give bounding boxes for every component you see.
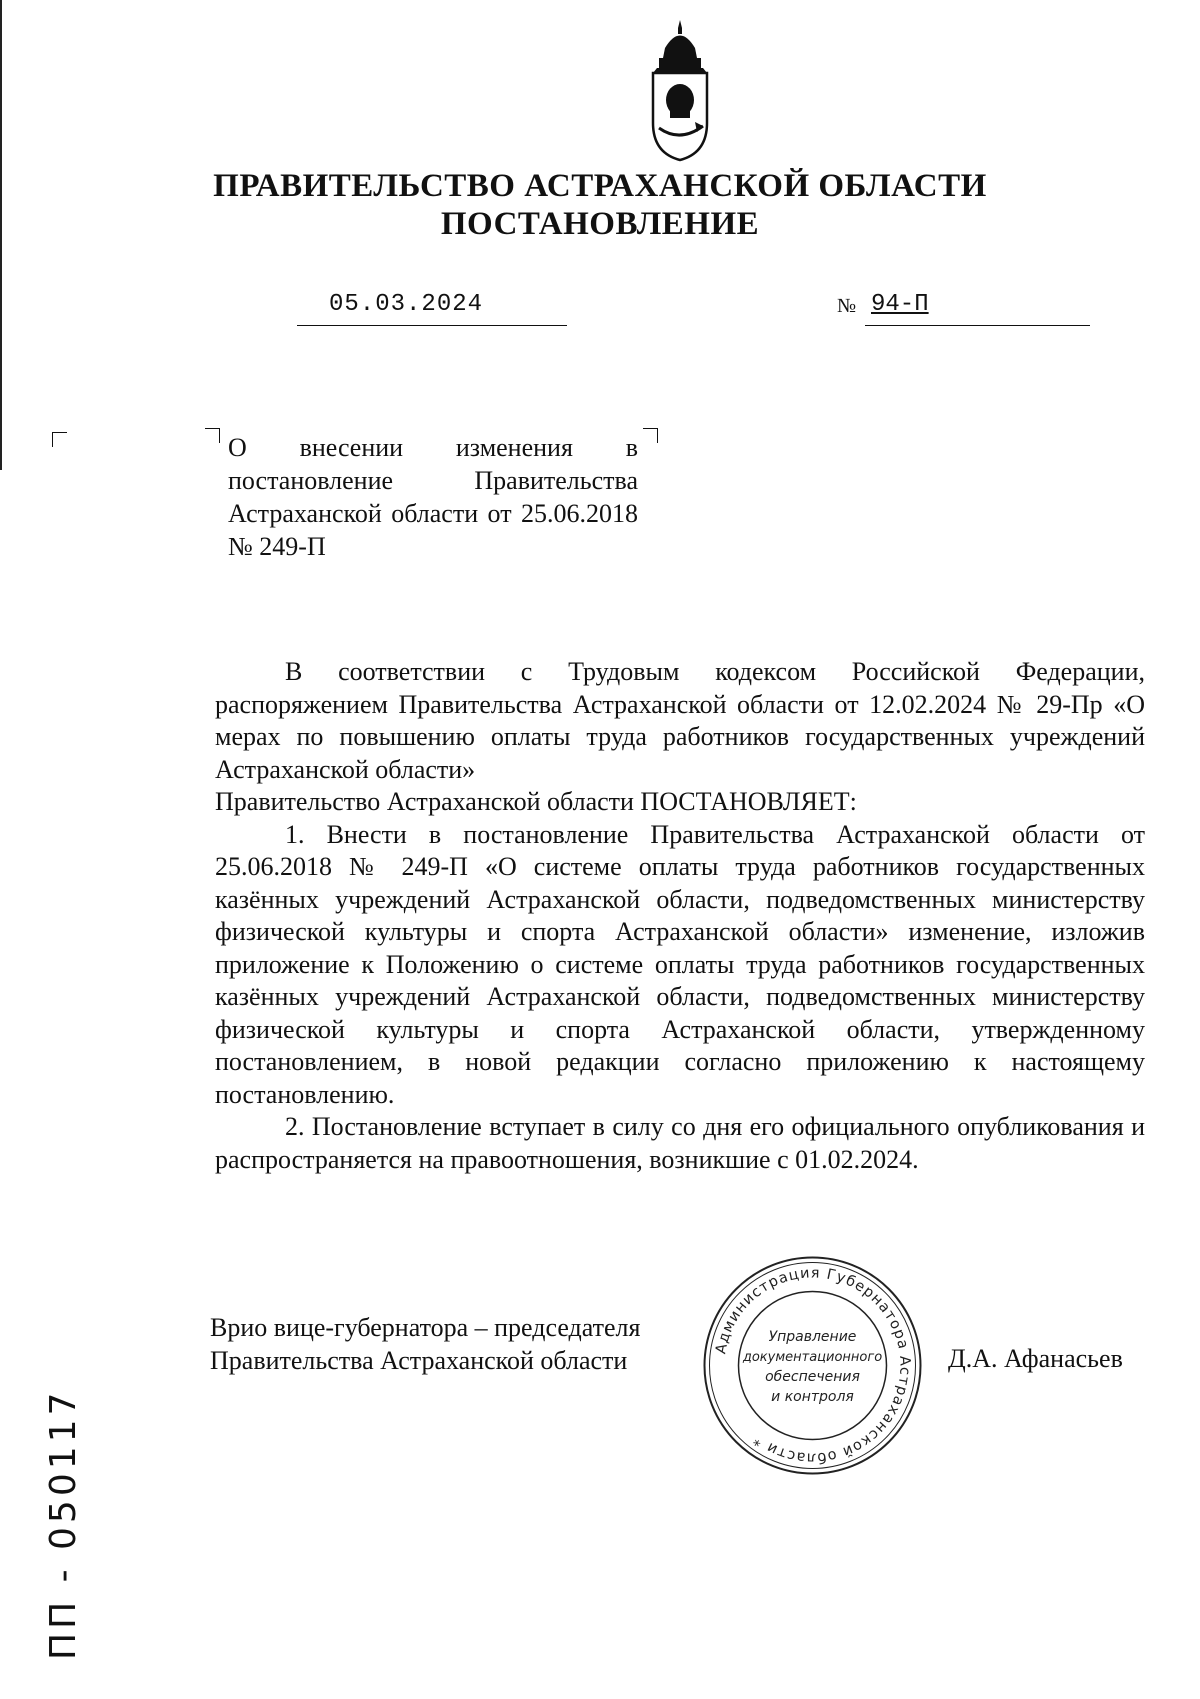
number-field	[865, 291, 1090, 326]
document-subject: О внесении изменения в постановление Правительства Астраханской области от 25.06.2018 № 249-П	[228, 433, 638, 561]
document-date: 05.03.2024	[329, 291, 484, 318]
preamble-paragraph: В соответствии с Трудовым кодексом Российской Федерации, распоряжением Правительства Астраханской области от 12.02.2024 № 29-Пр «О мерах по повышению оплаты труда работников государственных учреждений Астраханской области»	[215, 657, 1145, 784]
number-sign: №	[837, 295, 857, 317]
stamp-inner-line-4: и контроля	[771, 1389, 854, 1405]
document-number: 94-П	[871, 291, 929, 318]
position-line-2: Правительства Астраханской области	[210, 1346, 628, 1375]
corner-mark	[205, 428, 220, 443]
svg-text:Администрация Губернатора Астр	[713, 1265, 912, 1465]
item-2-paragraph: 2. Постановление вступает в силу со дня его официального опубликования и распространяется на правоотношения, возникшие с 01.02.2024.	[215, 1112, 1145, 1174]
stamp-inner-line-3: обеспечения	[765, 1369, 860, 1385]
stamp-inner-line-2: документационного	[742, 1350, 883, 1365]
document-type: ПОСТАНОВЛЕНИЕ	[440, 206, 760, 242]
signatory-position	[210, 1311, 690, 1377]
corner-mark	[643, 428, 658, 443]
item-1-paragraph: 1. Внести в постановление Правительства Астраханской области от 25.06.2018 № 249-П «О системе оплаты труда работников государственных казённых учреждений Астраханской области, подведомственных министерству физической культуры и спорта Астраханской области» изменение, изложив приложение к Положению о системе оплаты труда работников государственных казённых учреждений Астраханской области, подведомственных министерству физической культуры и спорта Астраханской области, утвержденному постановлением, в новой редакции согласно приложению к настоящему постановлению.	[215, 819, 1145, 1109]
document-body	[215, 656, 1145, 1176]
date-field	[297, 291, 567, 326]
government-title: ПРАВИТЕЛЬСТВО АСТРАХАНСКОЙ ОБЛАСТИ	[213, 168, 987, 204]
position-line-1: Врио вице-губернатора – председателя	[210, 1313, 641, 1342]
signatory-name: Д.А. Афанасьев	[948, 1344, 1123, 1373]
corner-mark	[52, 432, 67, 447]
coat-of-arms-icon	[645, 18, 715, 163]
serial-number-label	[30, 1370, 90, 1670]
serial-number: ПП - 050117	[43, 1388, 84, 1660]
official-stamp	[700, 1253, 925, 1478]
stamp-outer-text: Администрация Губернатора Астраханской области *	[713, 1265, 913, 1466]
stamp-inner-line-1: Управление	[768, 1329, 857, 1345]
resolves-line: Правительство Астраханской области ПОСТАНОВЛЯЕТ:	[215, 787, 857, 816]
